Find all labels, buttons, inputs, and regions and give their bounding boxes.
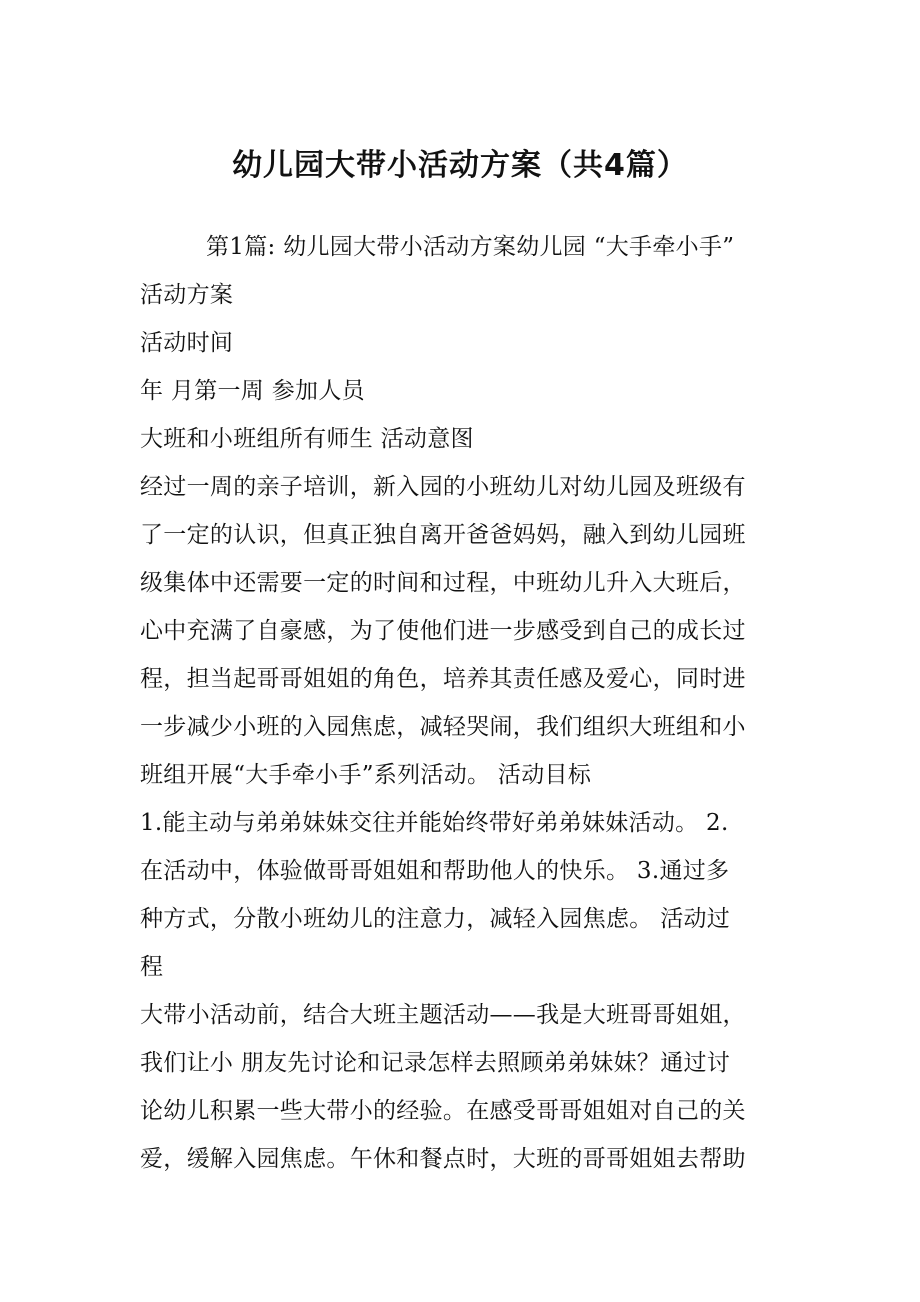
paragraph-line: 1.能主动与弟弟妹妹交往并能始终带好弟弟妹妹活动。 2.	[140, 810, 729, 836]
paragraph-line: 活动方案	[140, 282, 234, 308]
document-title: 幼儿园大带小活动方案（共4篇）	[232, 148, 688, 183]
document-body	[140, 223, 790, 1183]
paragraph-line: 种方式，分散小班幼儿的注意力，减轻入园焦虑。 活动过	[140, 906, 731, 932]
paragraph-line: 心中充满了自豪感，为了使他们进一步感受到自己的成长过	[140, 618, 746, 644]
paragraph-line: 爱，缓解入园焦虑。午休和餐点时，大班的哥哥姐姐去帮助	[140, 1146, 746, 1172]
paragraph-line: 我们让小 朋友先讨论和记录怎样去照顾弟弟妹妹？通过讨	[140, 1050, 731, 1076]
paragraph-line: 年 月第一周 参加人员	[140, 378, 365, 404]
paragraph-line: 级集体中还需要一定的时间和过程，中班幼儿升入大班后，	[140, 570, 746, 596]
paragraph-line: 一步减少小班的入园焦虑，减轻哭闹，我们组织大班组和小	[140, 714, 746, 740]
paragraph-line: 在活动中，体验做哥哥姐姐和帮助他人的快乐。 3.通过多	[140, 858, 730, 884]
paragraph-line: 程	[140, 954, 164, 980]
paragraph-line: 大带小活动前，结合大班主题活动——我是大班哥哥姐姐，	[140, 1002, 746, 1028]
paragraph-line: 第1篇: 幼儿园大带小活动方案幼儿园 “大手牵小手”	[206, 234, 735, 260]
paragraph-line: 活动时间	[140, 330, 234, 356]
paragraph-line: 经过一周的亲子培训，新入园的小班幼儿对幼儿园及班级有	[140, 474, 746, 500]
paragraph-line: 程，担当起哥哥姐姐的角色，培养其责任感及爱心，同时进	[140, 666, 746, 692]
paragraph-line: 班组开展“大手牵小手”系列活动。 活动目标	[140, 762, 592, 788]
paragraph-line: 大班和小班组所有师生 活动意图	[140, 426, 474, 452]
paragraph-line: 了一定的认识，但真正独自离开爸爸妈妈，融入到幼儿园班	[140, 522, 746, 548]
paragraph-line: 论幼儿积累一些大带小的经验。在感受哥哥姐姐对自己的关	[140, 1098, 746, 1124]
